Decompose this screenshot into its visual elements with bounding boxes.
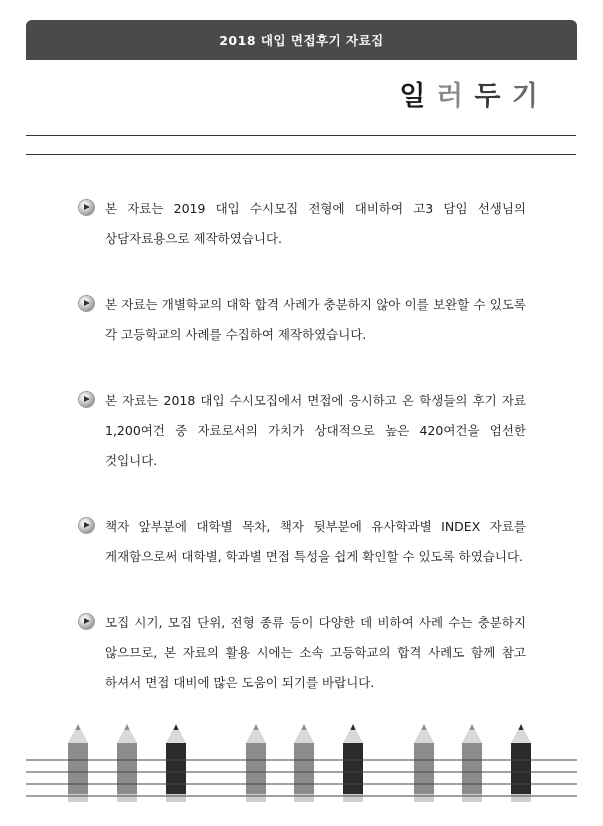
arrow-bullet-icon <box>79 392 94 407</box>
section-title-char-2: 러 <box>436 81 464 112</box>
header-title: 2018 대입 면접후기 자료집 <box>219 33 384 48</box>
pencil-icon <box>343 724 363 802</box>
arrow-bullet-icon <box>79 614 94 629</box>
bottom-divider <box>26 154 576 155</box>
note-item <box>76 386 526 476</box>
header-bar <box>26 20 577 60</box>
note-item <box>76 512 526 572</box>
note-text: 책자 앞부분에 대학별 목차, 책자 뒷부분에 유사학과별 INDEX 자료를 게재함으로써 대학별, 학과별 면접 특성을 쉽게 확인할 수 있도록 하였습니다. <box>105 519 526 564</box>
note-text: 본 자료는 2019 대입 수시모집 전형에 대비하여 고3 담임 선생님의 상담자료용으로 제작하였습니다. <box>105 201 526 246</box>
note-item <box>76 194 526 254</box>
pencil-icon <box>246 724 266 802</box>
pencil-icon <box>294 724 314 802</box>
pencil-icon <box>117 724 137 802</box>
section-title <box>399 83 539 110</box>
section-title-char-1: 일 <box>399 81 427 112</box>
pencil-icon <box>414 724 434 802</box>
note-item <box>76 290 526 350</box>
pencil-icon <box>68 724 88 802</box>
pencil-icon <box>166 724 186 802</box>
pencil-icon <box>462 724 482 802</box>
arrow-bullet-icon <box>79 518 94 533</box>
arrow-bullet-icon <box>79 296 94 311</box>
note-text: 본 자료는 2018 대입 수시모집에서 면접에 응시하고 온 학생들의 후기 자료 1,200여건 중 자료로서의 가치가 상대적으로 높은 420여건을 엄선한 것입니다. <box>105 393 526 468</box>
arrow-bullet-icon <box>79 200 94 215</box>
notes-list <box>76 194 526 734</box>
pencil-icon <box>511 724 531 802</box>
section-title-char-3: 두 <box>474 81 502 112</box>
note-item <box>76 608 526 698</box>
section-title-char-4: 기 <box>511 81 539 112</box>
pencils-decoration <box>0 720 603 826</box>
note-text: 본 자료는 개별학교의 대학 합격 사례가 충분하지 않아 이를 보완할 수 있도록 각 고등학교의 사례를 수집하여 제작하였습니다. <box>105 297 526 342</box>
note-text: 모집 시기, 모집 단위, 전형 종류 등이 다양한 데 비하여 사례 수는 충분하지 않으므로, 본 자료의 활용 시에는 소속 고등학교의 합격 사례도 함께 참고 하셔서 면접 대비에 많은 도움이 되기를 바랍니다. <box>105 615 526 690</box>
top-divider <box>26 135 576 136</box>
